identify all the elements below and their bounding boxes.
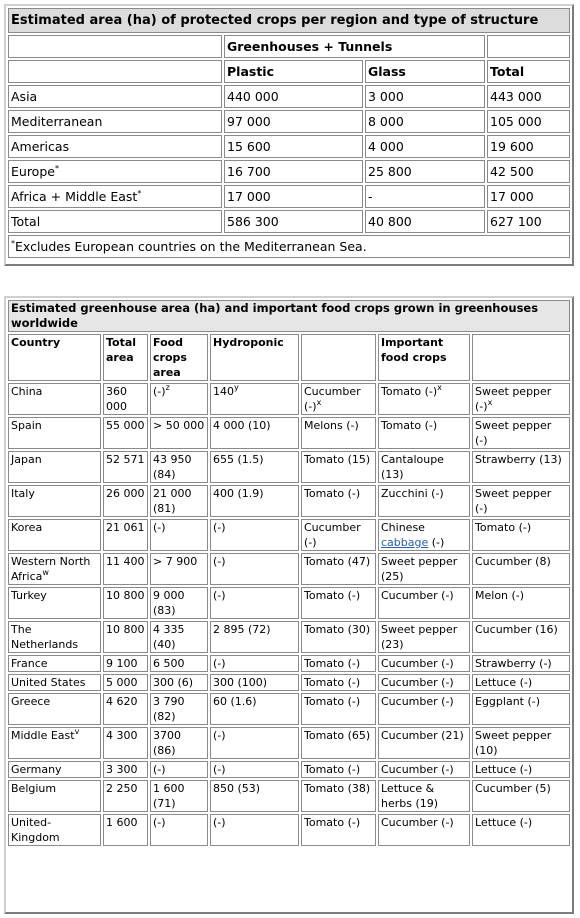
table2-title: Estimated greenhouse area (ha) and important food crops grown in greenhouses worldwide bbox=[8, 300, 570, 332]
total-area-cell bbox=[103, 693, 148, 725]
col-header-glass: Glass bbox=[365, 60, 485, 83]
country-cell bbox=[8, 814, 101, 846]
crop-2-cell bbox=[378, 587, 470, 619]
country-cell bbox=[8, 417, 101, 449]
crop-1-cell-text: Melons (-) bbox=[304, 419, 359, 432]
country-cell-text: Turkey bbox=[11, 589, 47, 602]
hydroponic-cell-text: (-) bbox=[213, 521, 226, 534]
food-crops-area-cell bbox=[150, 693, 208, 725]
hydroponic-cell-text: 60 (1.6) bbox=[213, 695, 257, 708]
country-cell-text: Japan bbox=[11, 453, 42, 466]
region-cell bbox=[8, 210, 222, 233]
total-area-cell bbox=[103, 727, 148, 759]
footnote-mark: * bbox=[11, 239, 15, 248]
food-crops-area-cell-text: 300 (6) bbox=[153, 676, 194, 689]
food-crops-area-cell-text: > 7 900 bbox=[153, 555, 198, 568]
food-crops-area-cell-text: 4 335 (40) bbox=[153, 623, 185, 651]
country-cell-text: Italy bbox=[11, 487, 35, 500]
hydroponic-cell-text: (-) bbox=[213, 589, 226, 602]
crop-2-cell-text: Tomato (-) bbox=[381, 385, 438, 398]
total-area-cell bbox=[103, 383, 148, 415]
empty-cell bbox=[8, 60, 222, 83]
glass-cell: 3 000 bbox=[365, 85, 485, 108]
crop-1-cell-text: Tomato (65) bbox=[304, 729, 371, 742]
country-cell-text: Germany bbox=[11, 763, 62, 776]
food-crops-area-cell-text: 21 000 (81) bbox=[153, 487, 192, 515]
hydroponic-cell-text: (-) bbox=[213, 763, 226, 776]
total-area-cell bbox=[103, 761, 148, 778]
table-row bbox=[8, 519, 570, 551]
crop-3-cell bbox=[472, 451, 570, 483]
crop-1-cell bbox=[301, 655, 376, 672]
food-crops-area-cell-text: (-) bbox=[153, 521, 166, 534]
glass-cell: - bbox=[365, 185, 485, 208]
crop-2-cell-text: Lettuce & herbs (19) bbox=[381, 782, 439, 810]
hydroponic-cell-text: 2 895 (72) bbox=[213, 623, 271, 636]
crop-1-cell-text: Tomato (30) bbox=[304, 623, 371, 636]
country-cell bbox=[8, 553, 101, 585]
table-row bbox=[8, 210, 570, 233]
crop-1-cell-text: Tomato (-) bbox=[304, 657, 361, 670]
table-row bbox=[8, 417, 570, 449]
food-crops-area-cell-text: (-) bbox=[153, 385, 166, 398]
region-name: Europe bbox=[11, 164, 55, 179]
crop-2-cell-text: Sweet pepper (25) bbox=[381, 555, 458, 583]
greenhouse-crops-grid bbox=[6, 298, 572, 848]
crop-2-cell-text: Cucumber (-) bbox=[381, 816, 454, 829]
crop-3-cell bbox=[472, 519, 570, 551]
total-cell: 17 000 bbox=[487, 185, 570, 208]
food-crops-area-cell-text: 3 790 (82) bbox=[153, 695, 185, 723]
crop-3-cell bbox=[472, 761, 570, 778]
crop-1-cell-text: Tomato (-) bbox=[304, 676, 361, 689]
hydroponic-cell bbox=[210, 519, 299, 551]
total-cell: 105 000 bbox=[487, 110, 570, 133]
crop-1-cell bbox=[301, 451, 376, 483]
hydroponic-cell bbox=[210, 383, 299, 415]
crop-3-cell-text: Lettuce (-) bbox=[475, 816, 533, 829]
hydroponic-cell bbox=[210, 621, 299, 653]
crop-2-cell-suffix: (-) bbox=[428, 536, 445, 549]
total-area-cell-text: 10 800 bbox=[106, 589, 145, 602]
food-crops-area-cell-text: 1 600 (71) bbox=[153, 782, 185, 810]
country-cell-text: The Netherlands bbox=[11, 623, 79, 651]
hydroponic-cell bbox=[210, 780, 299, 812]
footnote-mark: z bbox=[165, 383, 170, 392]
plastic-cell: 16 700 bbox=[224, 160, 363, 183]
total-area-cell bbox=[103, 485, 148, 517]
footnote-mark: x bbox=[316, 398, 322, 407]
table-row bbox=[8, 383, 570, 415]
crop-1-cell-text: Tomato (47) bbox=[304, 555, 371, 568]
region-cell bbox=[8, 185, 222, 208]
footnote-text: Excludes European countries on the Mediterranean Sea. bbox=[15, 239, 367, 254]
crop-1-cell bbox=[301, 814, 376, 846]
crop-2-cell bbox=[378, 451, 470, 483]
table-row bbox=[8, 135, 570, 158]
table-row bbox=[8, 814, 570, 846]
crop-3-cell-text: Sweet pepper (10) bbox=[475, 729, 552, 757]
table-row bbox=[8, 621, 570, 653]
crop-2-cell-text: Cucumber (-) bbox=[381, 763, 454, 776]
col-header-important-food-crops: Important food crops bbox=[378, 334, 470, 381]
country-cell bbox=[8, 621, 101, 653]
food-crops-area-cell bbox=[150, 727, 208, 759]
food-crops-area-cell bbox=[150, 780, 208, 812]
crop-1-cell bbox=[301, 693, 376, 725]
crop-1-cell bbox=[301, 519, 376, 551]
glass-cell: 8 000 bbox=[365, 110, 485, 133]
crop-3-cell bbox=[472, 383, 570, 415]
crop-1-cell-text: Tomato (15) bbox=[304, 453, 371, 466]
hydroponic-cell-text: 400 (1.9) bbox=[213, 487, 264, 500]
crop-3-cell-text: Sweet pepper (-) bbox=[475, 487, 552, 515]
total-area-cell-text: 360 000 bbox=[106, 385, 127, 413]
crop-1-cell bbox=[301, 553, 376, 585]
crop-2-cell bbox=[378, 674, 470, 691]
total-area-cell bbox=[103, 780, 148, 812]
total-area-cell bbox=[103, 519, 148, 551]
table1-footnote bbox=[8, 235, 570, 258]
total-area-cell bbox=[103, 451, 148, 483]
table-row bbox=[8, 85, 570, 108]
food-crops-area-cell-text: (-) bbox=[153, 763, 166, 776]
crop-2-cell bbox=[378, 519, 470, 551]
crop-3-cell bbox=[472, 587, 570, 619]
crop-2-cell bbox=[378, 485, 470, 517]
crop-2-cell-text: Zucchini (-) bbox=[381, 487, 444, 500]
food-crops-area-cell bbox=[150, 587, 208, 619]
food-crops-area-cell bbox=[150, 814, 208, 846]
crop-1-cell bbox=[301, 780, 376, 812]
hydroponic-cell bbox=[210, 674, 299, 691]
crop-2-cell-text: Cucumber (-) bbox=[381, 657, 454, 670]
empty-header-cell bbox=[472, 334, 570, 381]
total-area-cell bbox=[103, 655, 148, 672]
food-crops-area-cell bbox=[150, 485, 208, 517]
col-header-total-area: Total area bbox=[103, 334, 148, 381]
crop-3-cell bbox=[472, 655, 570, 672]
food-crops-area-cell bbox=[150, 519, 208, 551]
glass-cell: 4 000 bbox=[365, 135, 485, 158]
crop-1-cell-text: Tomato (-) bbox=[304, 816, 361, 829]
hydroponic-cell bbox=[210, 761, 299, 778]
crop-1-cell bbox=[301, 761, 376, 778]
crop-2-cell bbox=[378, 417, 470, 449]
crop-2-cell bbox=[378, 761, 470, 778]
table-row bbox=[8, 185, 570, 208]
total-area-cell-text: 4 620 bbox=[106, 695, 138, 708]
country-cell-text: China bbox=[11, 385, 43, 398]
crop-1-cell bbox=[301, 383, 376, 415]
crop-2-cell bbox=[378, 727, 470, 759]
food-crops-area-cell bbox=[150, 417, 208, 449]
total-area-cell-text: 55 000 bbox=[106, 419, 145, 432]
total-area-cell-text: 21 061 bbox=[106, 521, 145, 534]
country-cell bbox=[8, 485, 101, 517]
crop-3-cell-text: Cucumber (16) bbox=[475, 623, 558, 636]
country-cell bbox=[8, 780, 101, 812]
food-crops-area-cell-text: > 50 000 bbox=[153, 419, 205, 432]
crop-3-cell-text: Strawberry (13) bbox=[475, 453, 562, 466]
crop-3-cell-text: Melon (-) bbox=[475, 589, 525, 602]
crop-3-cell bbox=[472, 621, 570, 653]
crop-1-cell-text: Tomato (-) bbox=[304, 763, 361, 776]
table-row bbox=[8, 674, 570, 691]
group-header: Greenhouses + Tunnels bbox=[224, 35, 485, 58]
total-area-cell bbox=[103, 814, 148, 846]
plastic-cell: 586 300 bbox=[224, 210, 363, 233]
country-cell bbox=[8, 519, 101, 551]
table-row bbox=[8, 587, 570, 619]
food-crops-area-cell bbox=[150, 553, 208, 585]
total-area-cell-text: 1 600 bbox=[106, 816, 138, 829]
crop-2-cell bbox=[378, 383, 470, 415]
total-area-cell bbox=[103, 587, 148, 619]
hydroponic-cell bbox=[210, 553, 299, 585]
crop-2-cell-text: Cucumber (-) bbox=[381, 695, 454, 708]
crop-2-cell bbox=[378, 655, 470, 672]
food-crops-area-cell bbox=[150, 674, 208, 691]
region-cell bbox=[8, 160, 222, 183]
col-header-hydroponic: Hydroponic bbox=[210, 334, 299, 381]
crop-2-cell bbox=[378, 693, 470, 725]
crop-1-cell bbox=[301, 727, 376, 759]
crop-1-cell-text: Tomato (-) bbox=[304, 695, 361, 708]
crop-2-cell bbox=[378, 780, 470, 812]
country-cell-text: Korea bbox=[11, 521, 43, 534]
glass-cell: 40 800 bbox=[365, 210, 485, 233]
country-cell bbox=[8, 587, 101, 619]
crop-2-cell-text: Cucumber (21) bbox=[381, 729, 464, 742]
hydroponic-cell bbox=[210, 814, 299, 846]
food-crops-area-cell-text: 43 950 (84) bbox=[153, 453, 192, 481]
crop-3-cell-text: Eggplant (-) bbox=[475, 695, 541, 708]
region-name: Africa + Middle East bbox=[11, 189, 138, 204]
crop-2-cell-text: Tomato (-) bbox=[381, 419, 438, 432]
protected-crops-grid bbox=[6, 6, 572, 260]
crop-3-cell-text: Strawberry (-) bbox=[475, 657, 552, 670]
hydroponic-cell bbox=[210, 693, 299, 725]
crop-1-cell bbox=[301, 674, 376, 691]
crop-3-cell bbox=[472, 727, 570, 759]
total-cell: 42 500 bbox=[487, 160, 570, 183]
crop-3-cell-text: Tomato (-) bbox=[475, 521, 532, 534]
hydroponic-cell-text: 140 bbox=[213, 385, 234, 398]
food-crops-area-cell bbox=[150, 451, 208, 483]
hydroponic-cell-text: 655 (1.5) bbox=[213, 453, 264, 466]
crop-3-cell-text: Lettuce (-) bbox=[475, 676, 533, 689]
crop-1-cell-text: Tomato (-) bbox=[304, 589, 361, 602]
total-area-cell-text: 52 571 bbox=[106, 453, 145, 466]
hydroponic-cell bbox=[210, 727, 299, 759]
total-area-cell-text: 26 000 bbox=[106, 487, 145, 500]
hydroponic-cell-text: (-) bbox=[213, 657, 226, 670]
country-cell bbox=[8, 674, 101, 691]
crop-3-cell-text: Cucumber (5) bbox=[475, 782, 551, 795]
crop-3-cell-text: Cucumber (8) bbox=[475, 555, 551, 568]
food-crops-area-cell-text: 9 000 (83) bbox=[153, 589, 185, 617]
crop-2-cell-text: Cucumber (-) bbox=[381, 676, 454, 689]
total-area-cell bbox=[103, 674, 148, 691]
hydroponic-cell bbox=[210, 485, 299, 517]
protected-crops-table bbox=[4, 4, 574, 266]
table-row bbox=[8, 761, 570, 778]
greenhouse-crops-table bbox=[4, 296, 574, 914]
footnote-mark: * bbox=[137, 189, 142, 198]
hydroponic-cell bbox=[210, 655, 299, 672]
col-header-country: Country bbox=[8, 334, 101, 381]
crop-1-cell-text: Tomato (-) bbox=[304, 487, 361, 500]
plastic-cell: 440 000 bbox=[224, 85, 363, 108]
hydroponic-cell-text: (-) bbox=[213, 816, 226, 829]
col-header-total: Total bbox=[487, 60, 570, 83]
country-cell-text: Middle East bbox=[11, 729, 75, 742]
total-area-cell-text: 2 250 bbox=[106, 782, 138, 795]
crop-link[interactable]: cabbage bbox=[381, 536, 429, 549]
crop-1-cell bbox=[301, 485, 376, 517]
crop-3-cell bbox=[472, 417, 570, 449]
plastic-cell: 97 000 bbox=[224, 110, 363, 133]
country-cell bbox=[8, 727, 101, 759]
plastic-cell: 17 000 bbox=[224, 185, 363, 208]
total-area-cell-text: 3 300 bbox=[106, 763, 138, 776]
col-header-plastic: Plastic bbox=[224, 60, 363, 83]
table-row bbox=[8, 160, 570, 183]
total-area-cell-text: 11 400 bbox=[106, 555, 145, 568]
footnote-mark: v bbox=[74, 727, 80, 736]
country-cell-text: United States bbox=[11, 676, 86, 689]
crop-3-cell bbox=[472, 553, 570, 585]
hydroponic-cell bbox=[210, 587, 299, 619]
crop-1-cell bbox=[301, 621, 376, 653]
table-row bbox=[8, 780, 570, 812]
table-row bbox=[8, 451, 570, 483]
food-crops-area-cell bbox=[150, 655, 208, 672]
hydroponic-cell-text: (-) bbox=[213, 555, 226, 568]
footnote-mark: y bbox=[234, 383, 239, 392]
hydroponic-cell bbox=[210, 451, 299, 483]
table-row bbox=[8, 727, 570, 759]
hydroponic-cell bbox=[210, 417, 299, 449]
crop-2-cell bbox=[378, 814, 470, 846]
crop-3-cell bbox=[472, 814, 570, 846]
region-cell bbox=[8, 110, 222, 133]
country-cell bbox=[8, 655, 101, 672]
crop-1-cell bbox=[301, 417, 376, 449]
crop-3-cell bbox=[472, 693, 570, 725]
total-area-cell bbox=[103, 553, 148, 585]
region-cell bbox=[8, 135, 222, 158]
footnote-mark: w bbox=[42, 568, 49, 577]
glass-cell: 25 800 bbox=[365, 160, 485, 183]
region-cell bbox=[8, 85, 222, 108]
food-crops-area-cell-text: (-) bbox=[153, 816, 166, 829]
crop-2-cell bbox=[378, 553, 470, 585]
footnote-mark: x bbox=[487, 398, 493, 407]
total-area-cell-text: 4 300 bbox=[106, 729, 138, 742]
total-area-cell-text: 10 800 bbox=[106, 623, 145, 636]
crop-3-cell bbox=[472, 485, 570, 517]
total-cell: 627 100 bbox=[487, 210, 570, 233]
hydroponic-cell-text: 850 (53) bbox=[213, 782, 261, 795]
crop-1-cell bbox=[301, 587, 376, 619]
food-crops-area-cell-text: 6 500 bbox=[153, 657, 185, 670]
food-crops-area-cell bbox=[150, 761, 208, 778]
food-crops-area-cell bbox=[150, 621, 208, 653]
country-cell bbox=[8, 693, 101, 725]
footnote-mark: * bbox=[54, 164, 59, 173]
table-row bbox=[8, 110, 570, 133]
food-crops-area-cell bbox=[150, 383, 208, 415]
crop-3-cell-text: Sweet pepper (-) bbox=[475, 419, 552, 447]
food-crops-area-cell-text: 3700 (86) bbox=[153, 729, 181, 757]
plastic-cell: 15 600 bbox=[224, 135, 363, 158]
table-row bbox=[8, 485, 570, 517]
country-cell-text: Greece bbox=[11, 695, 51, 708]
hydroponic-cell-text: (-) bbox=[213, 729, 226, 742]
country-cell bbox=[8, 451, 101, 483]
crop-2-cell-text: Chinese bbox=[381, 521, 425, 534]
crop-2-cell-text: Sweet pepper (23) bbox=[381, 623, 458, 651]
empty-header-cell bbox=[301, 334, 376, 381]
crop-2-cell bbox=[378, 621, 470, 653]
total-cell: 19 600 bbox=[487, 135, 570, 158]
crop-3-cell bbox=[472, 780, 570, 812]
hydroponic-cell-text: 4 000 (10) bbox=[213, 419, 271, 432]
crop-3-cell-text: Lettuce (-) bbox=[475, 763, 533, 776]
region-name: Mediterranean bbox=[11, 114, 103, 129]
table-row bbox=[8, 693, 570, 725]
total-area-cell-text: 5 000 bbox=[106, 676, 138, 689]
total-cell: 443 000 bbox=[487, 85, 570, 108]
country-cell-text: Spain bbox=[11, 419, 42, 432]
empty-cell bbox=[8, 35, 222, 58]
country-cell-text: Belgium bbox=[11, 782, 57, 795]
region-name: Americas bbox=[11, 139, 70, 154]
table1-title: Estimated area (ha) of protected crops per region and type of structure bbox=[8, 8, 570, 33]
crop-2-cell-text: Cantaloupe (13) bbox=[381, 453, 444, 481]
crop-3-cell bbox=[472, 674, 570, 691]
region-name: Total bbox=[11, 214, 41, 229]
region-name: Asia bbox=[11, 89, 38, 104]
crop-1-cell-text: Cucumber (-) bbox=[304, 385, 361, 413]
hydroponic-cell-text: 300 (100) bbox=[213, 676, 268, 689]
country-cell-text: Western North Africa bbox=[11, 555, 91, 583]
crop-1-cell-text: Cucumber (-) bbox=[304, 521, 361, 549]
footnote-mark: x bbox=[437, 383, 442, 392]
country-cell-text: France bbox=[11, 657, 48, 670]
table-row bbox=[8, 553, 570, 585]
country-cell-text: United-Kingdom bbox=[11, 816, 60, 844]
crop-2-cell-text: Cucumber (-) bbox=[381, 589, 454, 602]
col-header-food-crops-area: Food crops area bbox=[150, 334, 208, 381]
crop-1-cell-text: Tomato (38) bbox=[304, 782, 371, 795]
country-cell bbox=[8, 383, 101, 415]
country-cell bbox=[8, 761, 101, 778]
crop-3-cell-text: Sweet pepper (-) bbox=[475, 385, 552, 413]
total-area-cell-text: 9 100 bbox=[106, 657, 138, 670]
empty-cell bbox=[487, 35, 570, 58]
total-area-cell bbox=[103, 621, 148, 653]
total-area-cell bbox=[103, 417, 148, 449]
table-row bbox=[8, 655, 570, 672]
